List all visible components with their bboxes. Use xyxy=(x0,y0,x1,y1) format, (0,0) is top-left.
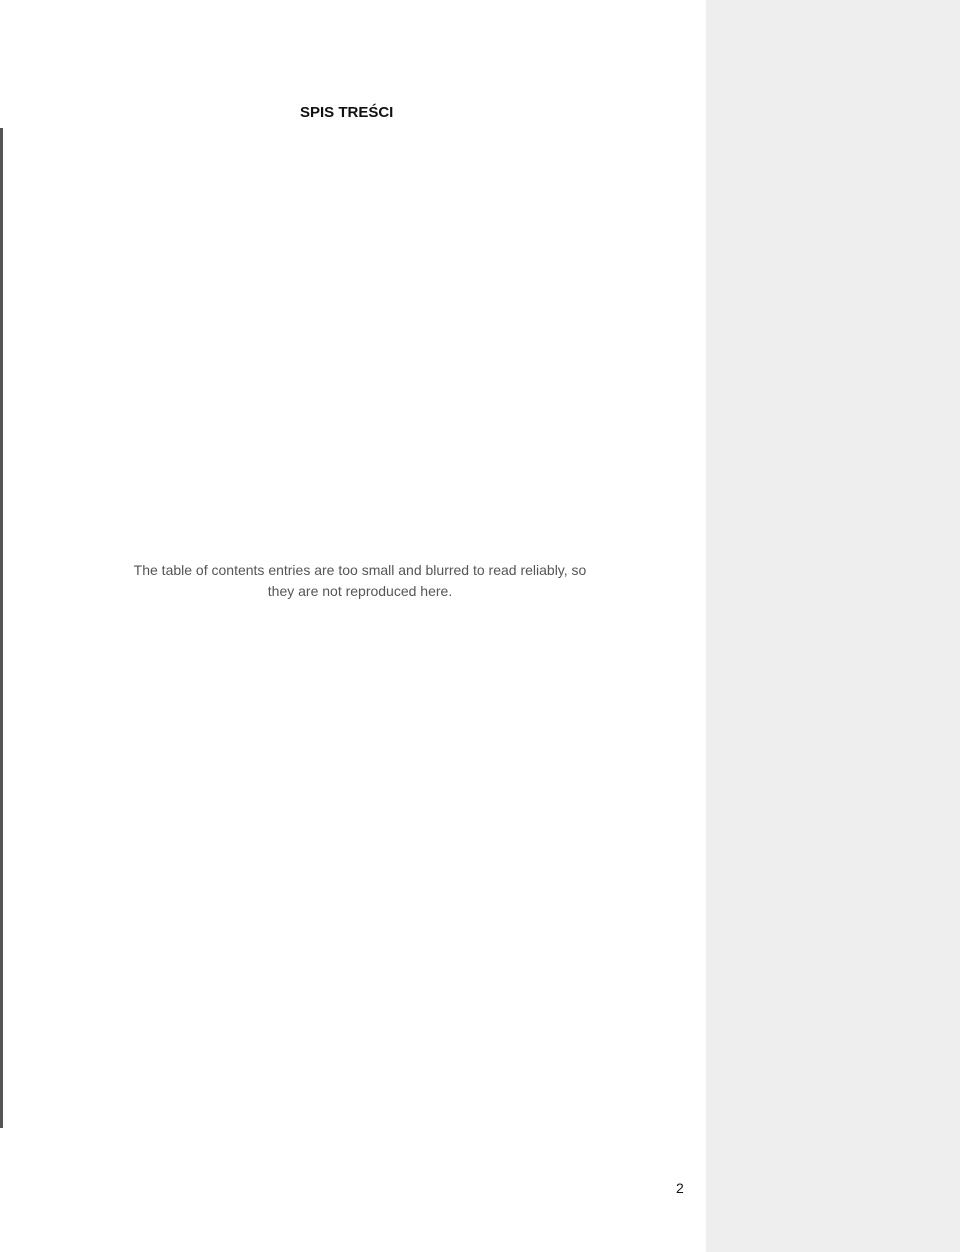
left-margin-rule xyxy=(0,128,3,1128)
unreadable-content-note: The table of contents entries are too small and blurred to read reliably, so they are not reproduced here. xyxy=(133,562,587,599)
page-title: SPIS TREŚCI xyxy=(300,104,394,121)
page-number: 2 xyxy=(676,1180,684,1196)
comment-pane xyxy=(706,0,960,1252)
